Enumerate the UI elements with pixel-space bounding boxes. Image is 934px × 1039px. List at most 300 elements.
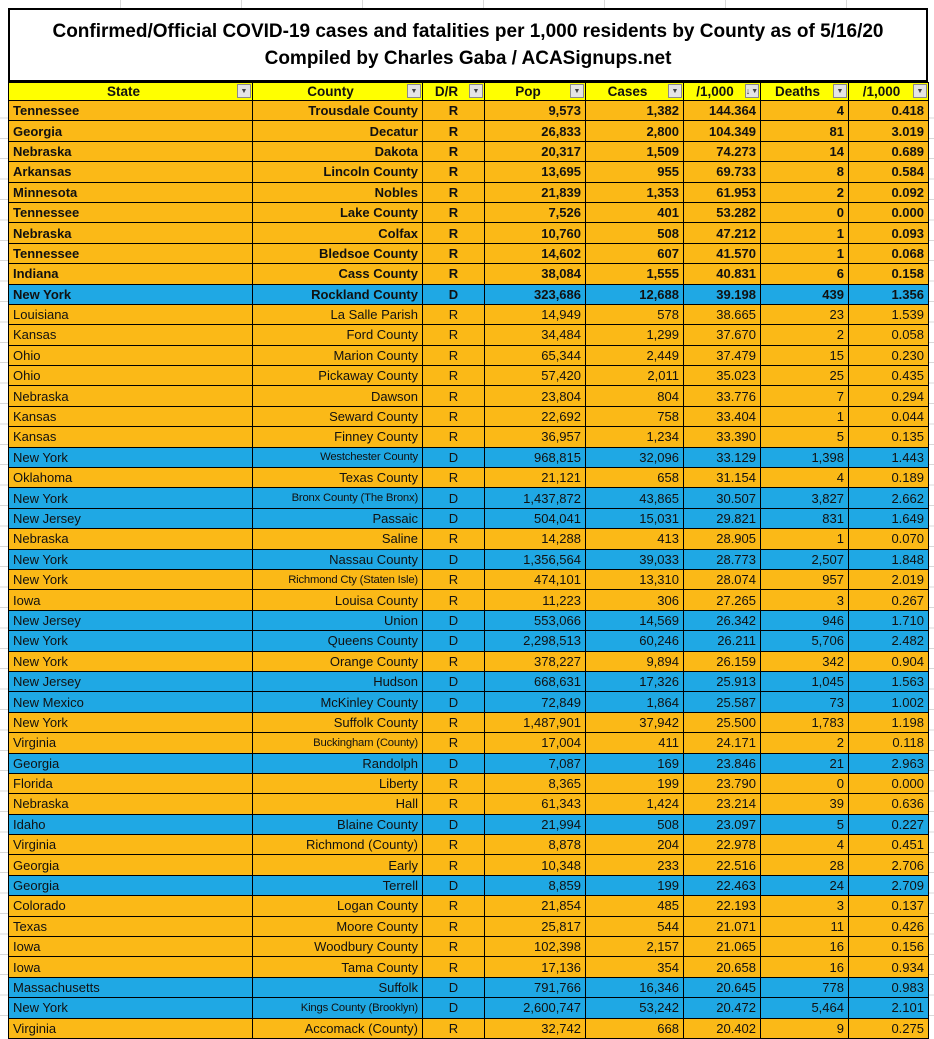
cell-deaths[interactable]: 831 bbox=[761, 508, 849, 528]
cell-state[interactable]: Tennessee bbox=[9, 101, 253, 121]
cell-cases[interactable]: 401 bbox=[586, 202, 684, 222]
cell-deaths-per-1000[interactable]: 0.227 bbox=[849, 814, 929, 834]
cell-cases[interactable]: 306 bbox=[586, 590, 684, 610]
cell-cases-per-1000[interactable]: 41.570 bbox=[684, 243, 761, 263]
cell-deaths[interactable]: 8 bbox=[761, 162, 849, 182]
cell-state[interactable]: Louisiana bbox=[9, 304, 253, 324]
cell-deaths[interactable]: 946 bbox=[761, 610, 849, 630]
column-header-deaths[interactable] bbox=[761, 83, 849, 101]
cell-deaths-per-1000[interactable]: 1.198 bbox=[849, 712, 929, 732]
cell-cases[interactable]: 1,864 bbox=[586, 692, 684, 712]
cell-deaths[interactable]: 1 bbox=[761, 223, 849, 243]
cell-cases-per-1000[interactable]: 38.665 bbox=[684, 304, 761, 324]
cell-deaths-per-1000[interactable]: 0.418 bbox=[849, 101, 929, 121]
cell-deaths[interactable]: 957 bbox=[761, 569, 849, 589]
cell-deaths-per-1000[interactable]: 1.563 bbox=[849, 671, 929, 691]
cell-deaths[interactable]: 6 bbox=[761, 264, 849, 284]
cell-pop[interactable]: 1,487,901 bbox=[485, 712, 586, 732]
column-header-party[interactable] bbox=[423, 83, 485, 101]
cell-cases-per-1000[interactable]: 33.129 bbox=[684, 447, 761, 467]
cell-county[interactable]: Suffolk County bbox=[253, 712, 423, 732]
cell-cases[interactable]: 32,096 bbox=[586, 447, 684, 467]
cell-deaths-per-1000[interactable]: 0.983 bbox=[849, 977, 929, 997]
cell-county[interactable]: Lake County bbox=[253, 202, 423, 222]
cell-deaths[interactable]: 1,398 bbox=[761, 447, 849, 467]
cell-deaths-per-1000[interactable]: 2.019 bbox=[849, 569, 929, 589]
cell-cases-per-1000[interactable]: 25.587 bbox=[684, 692, 761, 712]
cell-county[interactable]: Finney County bbox=[253, 427, 423, 447]
cell-cases-per-1000[interactable]: 27.265 bbox=[684, 590, 761, 610]
cell-deaths-per-1000[interactable]: 0.426 bbox=[849, 916, 929, 936]
cell-cases[interactable]: 60,246 bbox=[586, 631, 684, 651]
cell-cases[interactable]: 204 bbox=[586, 835, 684, 855]
cell-deaths-per-1000[interactable]: 2.709 bbox=[849, 875, 929, 895]
cell-deaths[interactable]: 14 bbox=[761, 141, 849, 161]
filter-dropdown-icon[interactable]: ▼ bbox=[237, 84, 251, 98]
cell-party[interactable]: R bbox=[423, 468, 485, 488]
cell-party[interactable]: D bbox=[423, 875, 485, 895]
cell-pop[interactable]: 10,760 bbox=[485, 223, 586, 243]
cell-cases[interactable]: 411 bbox=[586, 733, 684, 753]
cell-county[interactable]: Dawson bbox=[253, 386, 423, 406]
cell-cases-per-1000[interactable]: 23.846 bbox=[684, 753, 761, 773]
cell-county[interactable]: Accomack (County) bbox=[253, 1018, 423, 1038]
cell-county[interactable]: Terrell bbox=[253, 875, 423, 895]
cell-deaths[interactable]: 5,464 bbox=[761, 998, 849, 1018]
cell-county[interactable]: Colfax bbox=[253, 223, 423, 243]
cell-pop[interactable]: 1,356,564 bbox=[485, 549, 586, 569]
cell-deaths[interactable]: 25 bbox=[761, 366, 849, 386]
cell-deaths-per-1000[interactable]: 0.092 bbox=[849, 182, 929, 202]
cell-cases[interactable]: 39,033 bbox=[586, 549, 684, 569]
cell-state[interactable]: Georgia bbox=[9, 875, 253, 895]
cell-cases-per-1000[interactable]: 40.831 bbox=[684, 264, 761, 284]
cell-pop[interactable]: 21,994 bbox=[485, 814, 586, 834]
cell-state[interactable]: Georgia bbox=[9, 121, 253, 141]
cell-pop[interactable]: 14,949 bbox=[485, 304, 586, 324]
cell-party[interactable]: R bbox=[423, 957, 485, 977]
cell-deaths[interactable]: 9 bbox=[761, 1018, 849, 1038]
cell-pop[interactable]: 61,343 bbox=[485, 794, 586, 814]
cell-party[interactable]: R bbox=[423, 406, 485, 426]
cell-party[interactable]: R bbox=[423, 121, 485, 141]
cell-cases-per-1000[interactable]: 23.790 bbox=[684, 773, 761, 793]
cell-cases-per-1000[interactable]: 28.773 bbox=[684, 549, 761, 569]
cell-state[interactable]: Georgia bbox=[9, 855, 253, 875]
cell-deaths[interactable]: 15 bbox=[761, 345, 849, 365]
cell-deaths[interactable]: 1,783 bbox=[761, 712, 849, 732]
cell-deaths-per-1000[interactable]: 1.002 bbox=[849, 692, 929, 712]
column-header-cases[interactable] bbox=[586, 83, 684, 101]
cell-cases-per-1000[interactable]: 25.500 bbox=[684, 712, 761, 732]
cell-pop[interactable]: 34,484 bbox=[485, 325, 586, 345]
cell-pop[interactable]: 57,420 bbox=[485, 366, 586, 386]
cell-cases[interactable]: 1,555 bbox=[586, 264, 684, 284]
cell-state[interactable]: Kansas bbox=[9, 325, 253, 345]
cell-state[interactable]: New York bbox=[9, 549, 253, 569]
cell-state[interactable]: New Jersey bbox=[9, 610, 253, 630]
cell-deaths[interactable]: 16 bbox=[761, 957, 849, 977]
cell-cases[interactable]: 485 bbox=[586, 896, 684, 916]
cell-state[interactable]: Ohio bbox=[9, 345, 253, 365]
cell-cases-per-1000[interactable]: 144.364 bbox=[684, 101, 761, 121]
cell-deaths-per-1000[interactable]: 0.000 bbox=[849, 773, 929, 793]
cell-state[interactable]: Virginia bbox=[9, 1018, 253, 1038]
cell-county[interactable]: Saline bbox=[253, 529, 423, 549]
cell-party[interactable]: R bbox=[423, 243, 485, 263]
cell-cases[interactable]: 1,424 bbox=[586, 794, 684, 814]
cell-deaths[interactable]: 7 bbox=[761, 386, 849, 406]
cell-county[interactable]: Rockland County bbox=[253, 284, 423, 304]
column-header-cases-per-1000[interactable] bbox=[684, 83, 761, 101]
cell-party[interactable]: R bbox=[423, 733, 485, 753]
cell-county[interactable]: Westchester County bbox=[253, 447, 423, 467]
cell-deaths[interactable]: 5 bbox=[761, 814, 849, 834]
cell-cases-per-1000[interactable]: 25.913 bbox=[684, 671, 761, 691]
cell-cases-per-1000[interactable]: 24.171 bbox=[684, 733, 761, 753]
cell-deaths-per-1000[interactable]: 0.230 bbox=[849, 345, 929, 365]
cell-party[interactable]: D bbox=[423, 488, 485, 508]
cell-county[interactable]: Richmond Cty (Staten Isle) bbox=[253, 569, 423, 589]
cell-party[interactable]: R bbox=[423, 651, 485, 671]
cell-deaths[interactable]: 4 bbox=[761, 835, 849, 855]
cell-cases[interactable]: 12,688 bbox=[586, 284, 684, 304]
cell-pop[interactable]: 8,365 bbox=[485, 773, 586, 793]
cell-party[interactable]: R bbox=[423, 712, 485, 732]
cell-state[interactable]: New Jersey bbox=[9, 671, 253, 691]
cell-cases[interactable]: 199 bbox=[586, 875, 684, 895]
cell-county[interactable]: Dakota bbox=[253, 141, 423, 161]
filter-dropdown-icon[interactable]: ▼ bbox=[833, 84, 847, 98]
cell-cases[interactable]: 508 bbox=[586, 223, 684, 243]
cell-party[interactable]: R bbox=[423, 590, 485, 610]
cell-pop[interactable]: 23,804 bbox=[485, 386, 586, 406]
cell-state[interactable]: Iowa bbox=[9, 937, 253, 957]
cell-deaths[interactable]: 39 bbox=[761, 794, 849, 814]
cell-party[interactable]: R bbox=[423, 937, 485, 957]
cell-party[interactable]: R bbox=[423, 569, 485, 589]
cell-cases-per-1000[interactable]: 26.342 bbox=[684, 610, 761, 630]
cell-pop[interactable]: 25,817 bbox=[485, 916, 586, 936]
cell-pop[interactable]: 17,136 bbox=[485, 957, 586, 977]
cell-county[interactable]: Lincoln County bbox=[253, 162, 423, 182]
cell-county[interactable]: Passaic bbox=[253, 508, 423, 528]
filter-dropdown-icon[interactable]: ▼ bbox=[407, 84, 421, 98]
cell-cases-per-1000[interactable]: 33.404 bbox=[684, 406, 761, 426]
cell-deaths[interactable]: 11 bbox=[761, 916, 849, 936]
cell-deaths-per-1000[interactable]: 0.135 bbox=[849, 427, 929, 447]
cell-county[interactable]: Marion County bbox=[253, 345, 423, 365]
cell-state[interactable]: New York bbox=[9, 488, 253, 508]
cell-pop[interactable]: 38,084 bbox=[485, 264, 586, 284]
cell-county[interactable]: La Salle Parish bbox=[253, 304, 423, 324]
cell-state[interactable]: New York bbox=[9, 998, 253, 1018]
filter-dropdown-icon[interactable]: ▼ bbox=[668, 84, 682, 98]
cell-pop[interactable]: 14,602 bbox=[485, 243, 586, 263]
cell-party[interactable]: R bbox=[423, 773, 485, 793]
cell-cases[interactable]: 413 bbox=[586, 529, 684, 549]
cell-cases[interactable]: 53,242 bbox=[586, 998, 684, 1018]
cell-cases[interactable]: 2,157 bbox=[586, 937, 684, 957]
cell-party[interactable]: D bbox=[423, 447, 485, 467]
cell-pop[interactable]: 553,066 bbox=[485, 610, 586, 630]
cell-deaths[interactable]: 2,507 bbox=[761, 549, 849, 569]
cell-cases[interactable]: 37,942 bbox=[586, 712, 684, 732]
cell-party[interactable]: R bbox=[423, 916, 485, 936]
cell-county[interactable]: Decatur bbox=[253, 121, 423, 141]
cell-state[interactable]: New York bbox=[9, 447, 253, 467]
cell-party[interactable]: R bbox=[423, 1018, 485, 1038]
cell-cases-per-1000[interactable]: 33.390 bbox=[684, 427, 761, 447]
cell-county[interactable]: Woodbury County bbox=[253, 937, 423, 957]
cell-deaths-per-1000[interactable]: 0.070 bbox=[849, 529, 929, 549]
cell-cases[interactable]: 13,310 bbox=[586, 569, 684, 589]
cell-cases-per-1000[interactable]: 37.670 bbox=[684, 325, 761, 345]
cell-county[interactable]: Union bbox=[253, 610, 423, 630]
cell-pop[interactable]: 1,437,872 bbox=[485, 488, 586, 508]
sort-filter-icon[interactable]: ↓ ▼ bbox=[745, 84, 759, 98]
cell-party[interactable]: R bbox=[423, 896, 485, 916]
cell-party[interactable]: R bbox=[423, 223, 485, 243]
cell-cases-per-1000[interactable]: 22.463 bbox=[684, 875, 761, 895]
cell-pop[interactable]: 10,348 bbox=[485, 855, 586, 875]
cell-deaths[interactable]: 5 bbox=[761, 427, 849, 447]
cell-pop[interactable]: 8,859 bbox=[485, 875, 586, 895]
cell-deaths[interactable]: 0 bbox=[761, 773, 849, 793]
cell-cases[interactable]: 955 bbox=[586, 162, 684, 182]
cell-party[interactable]: D bbox=[423, 671, 485, 691]
cell-cases[interactable]: 1,353 bbox=[586, 182, 684, 202]
cell-pop[interactable]: 21,839 bbox=[485, 182, 586, 202]
cell-state[interactable]: New York bbox=[9, 712, 253, 732]
cell-deaths-per-1000[interactable]: 0.904 bbox=[849, 651, 929, 671]
cell-deaths-per-1000[interactable]: 0.000 bbox=[849, 202, 929, 222]
cell-cases-per-1000[interactable]: 20.645 bbox=[684, 977, 761, 997]
cell-cases-per-1000[interactable]: 53.282 bbox=[684, 202, 761, 222]
cell-cases-per-1000[interactable]: 20.472 bbox=[684, 998, 761, 1018]
cell-county[interactable]: Cass County bbox=[253, 264, 423, 284]
cell-pop[interactable]: 32,742 bbox=[485, 1018, 586, 1038]
cell-deaths[interactable]: 3 bbox=[761, 896, 849, 916]
cell-pop[interactable]: 36,957 bbox=[485, 427, 586, 447]
cell-cases[interactable]: 1,234 bbox=[586, 427, 684, 447]
cell-cases-per-1000[interactable]: 33.776 bbox=[684, 386, 761, 406]
cell-cases[interactable]: 233 bbox=[586, 855, 684, 875]
cell-county[interactable]: Texas County bbox=[253, 468, 423, 488]
cell-deaths-per-1000[interactable]: 0.267 bbox=[849, 590, 929, 610]
cell-deaths-per-1000[interactable]: 1.443 bbox=[849, 447, 929, 467]
cell-cases-per-1000[interactable]: 21.065 bbox=[684, 937, 761, 957]
cell-cases[interactable]: 2,449 bbox=[586, 345, 684, 365]
cell-party[interactable]: R bbox=[423, 366, 485, 386]
cell-deaths-per-1000[interactable]: 2.101 bbox=[849, 998, 929, 1018]
cell-pop[interactable]: 668,631 bbox=[485, 671, 586, 691]
cell-deaths-per-1000[interactable]: 1.539 bbox=[849, 304, 929, 324]
cell-deaths-per-1000[interactable]: 2.482 bbox=[849, 631, 929, 651]
cell-cases[interactable]: 1,509 bbox=[586, 141, 684, 161]
cell-state[interactable]: New York bbox=[9, 569, 253, 589]
cell-deaths[interactable]: 4 bbox=[761, 468, 849, 488]
cell-state[interactable]: Idaho bbox=[9, 814, 253, 834]
cell-deaths-per-1000[interactable]: 0.435 bbox=[849, 366, 929, 386]
cell-cases[interactable]: 544 bbox=[586, 916, 684, 936]
cell-cases[interactable]: 199 bbox=[586, 773, 684, 793]
cell-cases[interactable]: 1,299 bbox=[586, 325, 684, 345]
cell-cases[interactable]: 2,800 bbox=[586, 121, 684, 141]
cell-county[interactable]: Suffolk bbox=[253, 977, 423, 997]
cell-cases[interactable]: 607 bbox=[586, 243, 684, 263]
cell-cases[interactable]: 578 bbox=[586, 304, 684, 324]
cell-cases-per-1000[interactable]: 104.349 bbox=[684, 121, 761, 141]
cell-cases[interactable]: 1,382 bbox=[586, 101, 684, 121]
column-header-pop[interactable] bbox=[485, 83, 586, 101]
cell-cases[interactable]: 508 bbox=[586, 814, 684, 834]
cell-cases-per-1000[interactable]: 20.658 bbox=[684, 957, 761, 977]
cell-state[interactable]: Ohio bbox=[9, 366, 253, 386]
cell-deaths[interactable]: 81 bbox=[761, 121, 849, 141]
filter-dropdown-icon[interactable]: ▼ bbox=[469, 84, 483, 98]
cell-pop[interactable]: 2,600,747 bbox=[485, 998, 586, 1018]
cell-state[interactable]: Georgia bbox=[9, 753, 253, 773]
cell-pop[interactable]: 65,344 bbox=[485, 345, 586, 365]
cell-county[interactable]: Orange County bbox=[253, 651, 423, 671]
cell-county[interactable]: Moore County bbox=[253, 916, 423, 936]
cell-county[interactable]: Hudson bbox=[253, 671, 423, 691]
cell-cases[interactable]: 43,865 bbox=[586, 488, 684, 508]
cell-pop[interactable]: 21,121 bbox=[485, 468, 586, 488]
cell-pop[interactable]: 2,298,513 bbox=[485, 631, 586, 651]
column-header-county[interactable] bbox=[253, 83, 423, 101]
cell-deaths-per-1000[interactable]: 1.848 bbox=[849, 549, 929, 569]
cell-deaths[interactable]: 2 bbox=[761, 325, 849, 345]
cell-county[interactable]: Nobles bbox=[253, 182, 423, 202]
cell-party[interactable]: D bbox=[423, 692, 485, 712]
cell-cases-per-1000[interactable]: 29.821 bbox=[684, 508, 761, 528]
cell-deaths[interactable]: 2 bbox=[761, 182, 849, 202]
cell-party[interactable]: D bbox=[423, 631, 485, 651]
cell-deaths[interactable]: 1 bbox=[761, 406, 849, 426]
cell-county[interactable]: Logan County bbox=[253, 896, 423, 916]
cell-cases-per-1000[interactable]: 35.023 bbox=[684, 366, 761, 386]
cell-cases[interactable]: 668 bbox=[586, 1018, 684, 1038]
cell-deaths-per-1000[interactable]: 0.156 bbox=[849, 937, 929, 957]
cell-pop[interactable]: 26,833 bbox=[485, 121, 586, 141]
cell-state[interactable]: Texas bbox=[9, 916, 253, 936]
cell-county[interactable]: Pickaway County bbox=[253, 366, 423, 386]
cell-party[interactable]: R bbox=[423, 101, 485, 121]
cell-cases-per-1000[interactable]: 21.071 bbox=[684, 916, 761, 936]
cell-state[interactable]: Minnesota bbox=[9, 182, 253, 202]
cell-party[interactable]: D bbox=[423, 549, 485, 569]
cell-deaths-per-1000[interactable]: 0.584 bbox=[849, 162, 929, 182]
cell-state[interactable]: Florida bbox=[9, 773, 253, 793]
cell-cases[interactable]: 169 bbox=[586, 753, 684, 773]
cell-deaths[interactable]: 4 bbox=[761, 101, 849, 121]
cell-state[interactable]: Nebraska bbox=[9, 529, 253, 549]
cell-state[interactable]: Tennessee bbox=[9, 243, 253, 263]
cell-state[interactable]: New Jersey bbox=[9, 508, 253, 528]
cell-cases-per-1000[interactable]: 23.214 bbox=[684, 794, 761, 814]
cell-cases-per-1000[interactable]: 26.211 bbox=[684, 631, 761, 651]
cell-county[interactable]: Randolph bbox=[253, 753, 423, 773]
cell-deaths[interactable]: 1,045 bbox=[761, 671, 849, 691]
cell-county[interactable]: Liberty bbox=[253, 773, 423, 793]
cell-deaths-per-1000[interactable]: 0.058 bbox=[849, 325, 929, 345]
cell-cases-per-1000[interactable]: 37.479 bbox=[684, 345, 761, 365]
cell-county[interactable]: Louisa County bbox=[253, 590, 423, 610]
cell-party[interactable]: D bbox=[423, 284, 485, 304]
cell-county[interactable]: Tama County bbox=[253, 957, 423, 977]
cell-county[interactable]: Hall bbox=[253, 794, 423, 814]
column-header-deaths-per-1000[interactable] bbox=[849, 83, 929, 101]
cell-party[interactable]: D bbox=[423, 814, 485, 834]
cell-county[interactable]: Ford County bbox=[253, 325, 423, 345]
cell-state[interactable]: New Mexico bbox=[9, 692, 253, 712]
cell-pop[interactable]: 474,101 bbox=[485, 569, 586, 589]
cell-cases[interactable]: 354 bbox=[586, 957, 684, 977]
cell-cases-per-1000[interactable]: 69.733 bbox=[684, 162, 761, 182]
cell-party[interactable]: R bbox=[423, 264, 485, 284]
cell-cases[interactable]: 17,326 bbox=[586, 671, 684, 691]
cell-state[interactable]: Oklahoma bbox=[9, 468, 253, 488]
cell-cases-per-1000[interactable]: 39.198 bbox=[684, 284, 761, 304]
cell-party[interactable]: R bbox=[423, 182, 485, 202]
cell-deaths[interactable]: 24 bbox=[761, 875, 849, 895]
cell-party[interactable]: R bbox=[423, 162, 485, 182]
cell-cases[interactable]: 658 bbox=[586, 468, 684, 488]
cell-state[interactable]: Kansas bbox=[9, 406, 253, 426]
cell-deaths-per-1000[interactable]: 0.158 bbox=[849, 264, 929, 284]
cell-deaths-per-1000[interactable]: 0.068 bbox=[849, 243, 929, 263]
cell-state[interactable]: Arkansas bbox=[9, 162, 253, 182]
cell-cases-per-1000[interactable]: 61.953 bbox=[684, 182, 761, 202]
cell-party[interactable]: R bbox=[423, 427, 485, 447]
cell-deaths-per-1000[interactable]: 2.706 bbox=[849, 855, 929, 875]
filter-dropdown-icon[interactable]: ▼ bbox=[913, 84, 927, 98]
cell-party[interactable]: D bbox=[423, 753, 485, 773]
cell-pop[interactable]: 504,041 bbox=[485, 508, 586, 528]
cell-deaths-per-1000[interactable]: 0.118 bbox=[849, 733, 929, 753]
cell-pop[interactable]: 791,766 bbox=[485, 977, 586, 997]
cell-cases-per-1000[interactable]: 23.097 bbox=[684, 814, 761, 834]
cell-deaths[interactable]: 5,706 bbox=[761, 631, 849, 651]
cell-party[interactable]: R bbox=[423, 835, 485, 855]
cell-cases-per-1000[interactable]: 30.507 bbox=[684, 488, 761, 508]
cell-cases-per-1000[interactable]: 26.159 bbox=[684, 651, 761, 671]
cell-pop[interactable]: 21,854 bbox=[485, 896, 586, 916]
cell-pop[interactable]: 323,686 bbox=[485, 284, 586, 304]
cell-cases[interactable]: 14,569 bbox=[586, 610, 684, 630]
cell-county[interactable]: Seward County bbox=[253, 406, 423, 426]
cell-pop[interactable]: 17,004 bbox=[485, 733, 586, 753]
cell-party[interactable]: D bbox=[423, 998, 485, 1018]
cell-party[interactable]: R bbox=[423, 855, 485, 875]
cell-pop[interactable]: 13,695 bbox=[485, 162, 586, 182]
cell-pop[interactable]: 7,526 bbox=[485, 202, 586, 222]
cell-deaths[interactable]: 2 bbox=[761, 733, 849, 753]
cell-deaths[interactable]: 3,827 bbox=[761, 488, 849, 508]
cell-cases-per-1000[interactable]: 47.212 bbox=[684, 223, 761, 243]
cell-pop[interactable]: 22,692 bbox=[485, 406, 586, 426]
cell-cases[interactable]: 9,894 bbox=[586, 651, 684, 671]
cell-deaths[interactable]: 778 bbox=[761, 977, 849, 997]
cell-deaths[interactable]: 16 bbox=[761, 937, 849, 957]
cell-county[interactable]: Nassau County bbox=[253, 549, 423, 569]
cell-cases[interactable]: 758 bbox=[586, 406, 684, 426]
cell-state[interactable]: Nebraska bbox=[9, 223, 253, 243]
cell-county[interactable]: Early bbox=[253, 855, 423, 875]
cell-deaths-per-1000[interactable]: 3.019 bbox=[849, 121, 929, 141]
